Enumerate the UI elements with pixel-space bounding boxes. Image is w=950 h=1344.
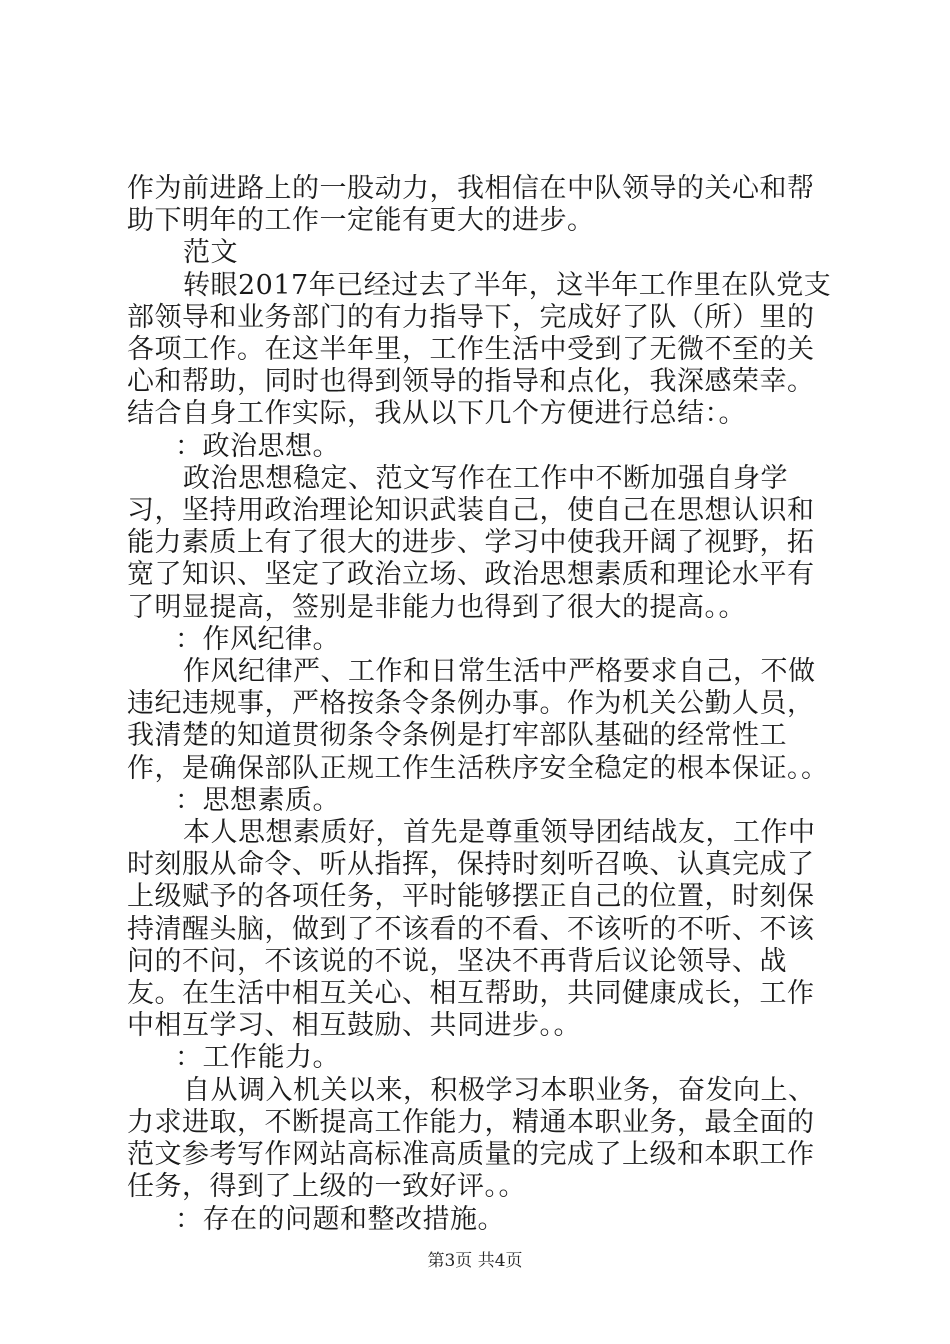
paragraph: 转眼2017年已经过去了半年，这半年工作里在队党支部领导和业务部门的有力指导下，完成好了队（所）里的各项工作。在这半年里，工作生活中受到了无微不至的关心和帮助，同时也得到领导的指导和点化，我深感荣幸。结合自身工作实际，我从以下几个方便进行总结：。 [127,269,832,430]
paragraph: 范文 [183,237,238,269]
paragraph: 本人思想素质好，首先是尊重领导团结战友，工作中时刻服从命令、听从指挥，保持时刻听召唤、认真完成了上级赋予的各项任务，平时能够摆正自己的位置，时刻保持清醒头脑，做到了不该看的不看、不该听的不听、不该问的不问，不该说的不说，坚决不再背后议论领导、战友。在生活中相互关心、相互帮助，共同健康成长，工作中相互学习、相互鼓励、共同进步。。 [127,817,816,1042]
paragraph: 作为前进路上的一股动力，我相信在中队领导的关心和帮助下明年的工作一定能有更大的进步。 [127,173,815,237]
document-body [127,173,833,1236]
section-heading: ：工作能力。 [175,1042,340,1074]
paragraph: 政治思想稳定、范文写作在工作中不断加强自身学习，坚持用政治理论知识武装自己，使自己在思想认识和能力素质上有了很大的进步、学习中使我开阔了视野，拓宽了知识、坚定了政治立场、政治思想素质和理论水平有了明显提高，签别是非能力也得到了很大的提高。。 [127,462,815,623]
paragraph: 自从调入机关以来，积极学习本职业务，奋发向上、力求进取，不断提高工作能力，精通本职业务，最全面的范文参考写作网站高标准高质量的完成了上级和本职工作任务，得到了上级的一致好评。。 [127,1074,816,1203]
page-number-footer: 第3页 共4页 [427,1251,523,1271]
section-heading: ：思想素质。 [175,784,340,816]
paragraph: 作风纪律严、工作和日常生活中严格要求自己，不做违纪违规事，严格按条令条例办事。作为机关公勤人员，我清楚的知道贯彻条令条例是打牢部队基础的经常性工作，是确保部队正规工作生活秩序安全稳定的根本保证。。 [127,656,829,784]
section-heading: ：存在的问题和整改措施。 [175,1203,505,1235]
section-heading: ：政治思想。 [175,430,340,462]
section-heading: ：作风纪律。 [175,623,340,655]
